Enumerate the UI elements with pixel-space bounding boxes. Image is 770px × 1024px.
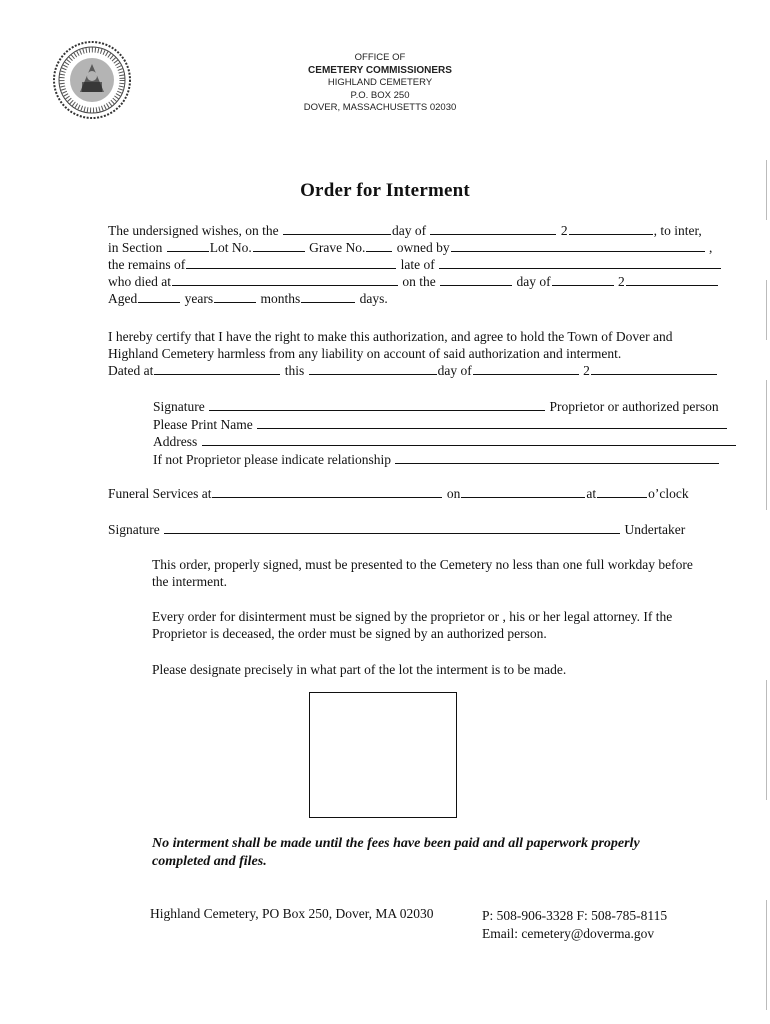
undertaker-label: Undertaker [624,522,686,537]
funeral-text: Funeral Services at [108,486,212,501]
intro-line-4 [108,273,719,290]
certify-line-3 [108,362,718,379]
certify-text: 2 [583,363,590,378]
certify-text: day of [437,363,472,378]
dated-year-field[interactable] [591,362,717,375]
intro-text: Lot No. [209,240,252,255]
header-line-3: HIGHLAND CEMETERY [327,77,433,88]
fee-warning-line-1: No interment shall be made until the fees have been paid and all paperwork properly [152,836,640,851]
died-at-field[interactable] [172,273,398,286]
certify-line-2: Highland Cemetery harmless from any liability on account of said authorization and interment. [108,346,622,361]
funeral-text: on [446,486,461,501]
note-3: Please designate precisely in what part of the lot the interment is to be made. [152,662,567,677]
dated-month-field[interactable] [473,362,579,375]
section-field[interactable] [167,239,209,252]
intro-text: day of [391,223,427,238]
address-field[interactable] [202,433,736,446]
intro-text: , to inter, [653,223,702,238]
age-days-field[interactable] [301,290,355,303]
dated-day-field[interactable] [309,362,437,375]
address-line [153,433,737,450]
intro-text: in Section [108,240,163,255]
note-1-line-1: This order, properly signed, must be presented to the Cemetery no less than one full workday before [152,557,693,572]
intro-text: , [708,240,713,255]
intro-text: who died at [108,274,171,289]
intro-text: on the [402,274,436,289]
lot-diagram-box[interactable] [309,692,457,818]
header-line-1: OFFICE OF [354,52,406,63]
funeral-date-field[interactable] [461,485,585,498]
scan-edge [766,280,767,340]
funeral-services-line [108,485,689,502]
note-1-line-2: the interment. [152,574,227,589]
certify-text: Dated at [108,363,154,378]
intro-line-3 [108,256,722,273]
certify-text: this [284,363,305,378]
header-line-4: P.O. BOX 250 [350,89,410,101]
intro-line-2 [108,239,712,256]
remains-name-field[interactable] [186,256,396,269]
late-of-field[interactable] [439,256,721,269]
scan-edge [766,680,767,800]
death-year-field[interactable] [626,273,718,286]
signature-label: Signature [153,399,205,414]
funeral-text: o’clock [648,486,689,501]
age-years-field[interactable] [138,290,180,303]
undertaker-line [108,521,685,538]
undertaker-signature-label: Signature [108,522,160,537]
fee-warning-line-2: completed and files. [152,854,267,869]
death-day-field[interactable] [440,273,512,286]
scan-edge [766,160,767,220]
intro-text: owned by [396,240,450,255]
intro-line-5 [108,290,388,307]
intro-text: late of [400,257,435,272]
intro-text: the remains of [108,257,186,272]
intro-text: Aged [108,291,138,306]
print-name-label: Please Print Name [153,417,253,432]
grave-number-field[interactable] [366,239,392,252]
relationship-field[interactable] [395,451,719,464]
fee-warning [152,835,732,871]
address-label: Address [153,434,198,449]
proprietor-label: Proprietor or authorized person [549,399,719,414]
certify-line-1: I hereby certify that I have the right to make this authorization, and agree to hold the Town of Dover and [108,329,673,344]
intro-text: day of [516,274,551,289]
intro-text: 2 [618,274,625,289]
intro-text: The undersigned wishes, on the [108,223,279,238]
scan-edge [766,380,767,510]
intro-text: 2 [560,223,568,238]
footer-email: Email: cemetery@doverma.gov [482,926,655,941]
footer-address: Highland Cemetery, PO Box 250, Dover, MA 02030 [150,906,434,921]
print-name-field[interactable] [257,416,727,429]
note-2-line-1: Every order for disinterment must be signed by the proprietor or , his or her legal attorney. If the [152,609,673,624]
signature-line [153,398,719,415]
funeral-text: at [586,486,597,501]
town-seal-icon [52,40,132,120]
owner-field[interactable] [451,239,705,252]
header-line-5: DOVER, MASSACHUSETTS 02030 [303,102,457,113]
proprietor-signature-field[interactable] [209,398,545,411]
undertaker-signature-field[interactable] [164,521,620,534]
footer-phone-fax: P: 508-906-3328 F: 508-785-8115 [482,908,668,923]
page-title: Order for Interment [300,180,470,201]
intro-text: months [260,291,301,306]
scan-edge [766,900,767,1010]
note-2-line-2: Proprietor is deceased, the order must be signed by an authorized person. [152,626,547,641]
office-header [230,52,530,115]
lot-number-field[interactable] [253,239,305,252]
intro-text: Grave No. [309,240,366,255]
interment-date-field[interactable] [283,222,391,235]
print-name-line [153,416,728,433]
dated-at-field[interactable] [154,362,280,375]
header-line-2: CEMETERY COMMISSIONERS [308,64,452,76]
age-months-field[interactable] [214,290,256,303]
intro-line-1 [108,222,702,239]
interment-year-field[interactable] [569,222,653,235]
funeral-time-field[interactable] [597,485,647,498]
relationship-label: If not Proprietor please indicate relationship [153,452,392,467]
intro-text: years [184,291,214,306]
interment-month-field[interactable] [430,222,556,235]
footer-contact [482,907,667,943]
relationship-line [153,451,720,468]
intro-text: days. [359,291,388,306]
death-month-field[interactable] [552,273,614,286]
funeral-location-field[interactable] [212,485,442,498]
